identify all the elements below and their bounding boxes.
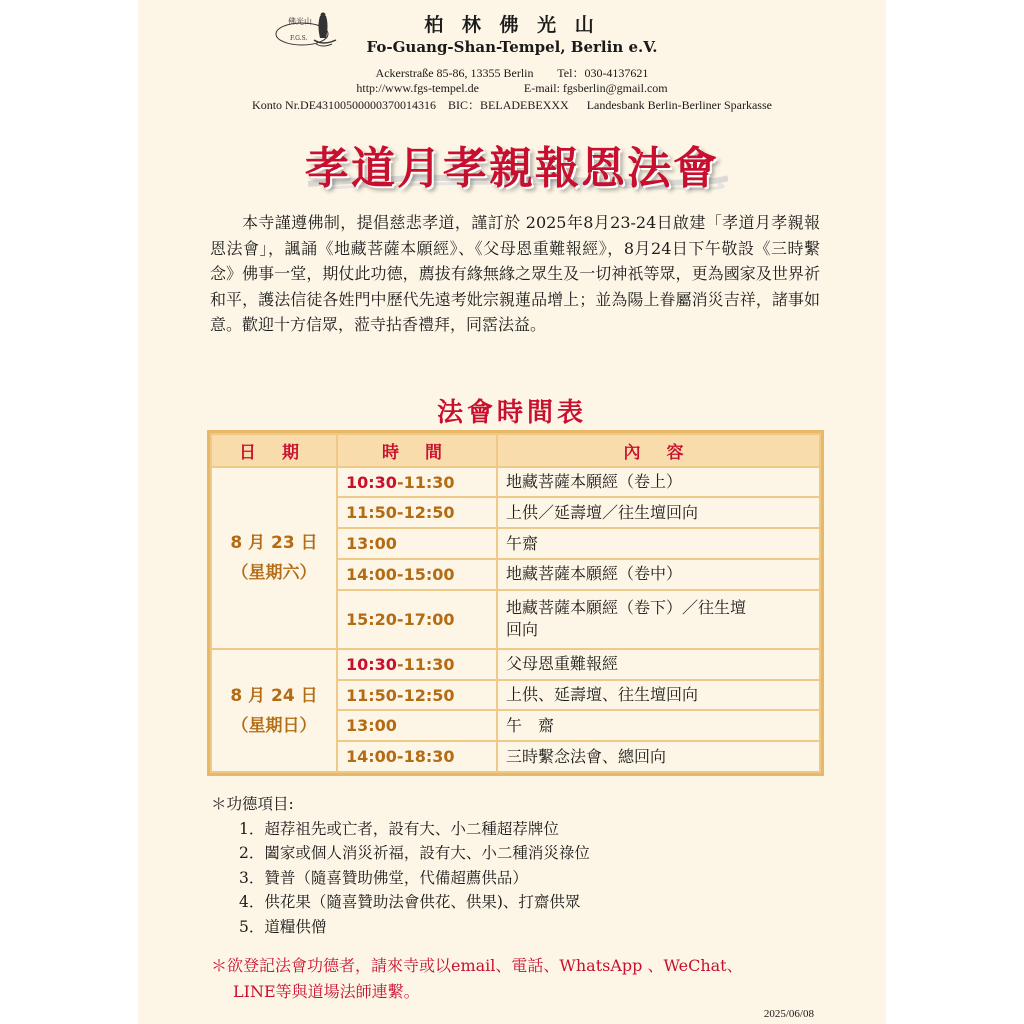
registration-note (211, 953, 851, 1005)
content-cell: 地藏菩薩本願經（卷下）／往生壇回向 (497, 590, 820, 649)
content-cell: 上供、延壽壇、往生壇回向 (497, 680, 820, 711)
note-line1: ＊欲登記法會功德者，請來寺或以email、電話、WhatsApp 、WeChat、 (211, 956, 743, 975)
day2-weekday: （星期日） (231, 715, 317, 736)
content-cell: 上供／延壽壇／往生壇回向 (497, 497, 820, 528)
bank-line: Konto Nr.DE43100500000370014316 BIC：BELADEBEXXX Landesbank Berlin-Berliner Sparkasse (252, 98, 772, 112)
merits-list (211, 792, 831, 939)
date-cell-day2 (211, 649, 337, 772)
time-cell: 11:50-12:50 (337, 497, 497, 528)
table-header-row (211, 434, 820, 467)
header-content: 內 容 (497, 434, 820, 467)
org-name-german: Fo-Guang-Shan-Tempel, Berlin e.V. (366, 38, 658, 56)
list-item: 2．闔家或個人消災祈福，設有大、小二種消災祿位 (239, 844, 590, 862)
intro-paragraph: 本寺謹遵佛制，提倡慈悲孝道，謹訂於 2025年8月23-24日啟建「孝道月孝親報恩法會」，諷誦《地藏菩薩本願經》、《父母恩重難報經》，8月24日下午敬設《三時繫念》佛事一堂，期仗此功德，薦拔有緣無緣之眾生及一切神祇等眾，更為國家及世界祈和平，護法信徒各姓門中歷代先遠考妣宗親蓮品增上；並為陽上眷屬消災吉祥，諸事如意。歡迎十方信眾，蒞寺拈香禮拜，同霑法益。 (210, 213, 820, 334)
flyer-page (138, 0, 886, 1024)
content-cell: 午 齋 (497, 710, 820, 741)
address-line: Ackerstraße 85-86, 13355 Berlin Tel：030-4137621 (375, 66, 649, 80)
note-line2: LINE等與道場法師連繫。 (233, 982, 420, 1001)
time-cell: 13:00 (337, 710, 497, 741)
day1-weekday: （星期六） (231, 562, 317, 583)
time-cell: 15:20-17:00 (337, 590, 497, 649)
web-email-line: http://www.fgs-tempel.de E-mail: fgsberlin@gmail.com (356, 81, 668, 95)
time-cell: 14:00-15:00 (337, 559, 497, 590)
list-item: 5．道糧供僧 (239, 917, 327, 936)
time-cell: 11:50-12:50 (337, 680, 497, 711)
schedule-table (207, 430, 824, 776)
content-cell: 三時繫念法會、總回向 (497, 741, 820, 772)
content-cell: 午齋 (497, 528, 820, 559)
date-cell-day1 (211, 467, 337, 649)
event-title: 孝道月孝親報恩法會 (305, 143, 719, 194)
org-name-chinese: 柏 林 佛 光 山 (424, 14, 600, 36)
time-cell: 10:30-11:30 (337, 649, 497, 680)
time-cell: 10:30-11:30 (337, 467, 497, 498)
table-row (211, 649, 820, 680)
merits-header: ＊功德項目: (211, 795, 294, 813)
table-row (211, 467, 820, 498)
content-cell: 地藏菩薩本願經（卷中） (497, 559, 820, 590)
list-item: 1．超荐祖先或亡者，設有大、小二種超荐牌位 (239, 819, 559, 838)
time-cell: 14:00-18:30 (337, 741, 497, 772)
list-item: 3．贊普（隨喜贊助佛堂，代備超薦供品） (239, 868, 528, 887)
content-cell: 地藏菩薩本願經（卷上） (497, 467, 820, 498)
content-cell: 父母恩重難報經 (497, 649, 820, 680)
day1-date: 8 月 23 日 (230, 532, 318, 553)
day2-date: 8 月 24 日 (230, 685, 318, 706)
header-date: 日 期 (211, 434, 337, 467)
schedule-title: 法會時間表 (436, 398, 587, 428)
list-item: 4．供花果（隨喜贊助法會供花、供果)、打齋供眾 (239, 893, 581, 911)
date-stamp: 2025/06/08 (763, 1008, 814, 1020)
time-cell: 13:00 (337, 528, 497, 559)
logo-text-bottom: F.G.S. (290, 35, 308, 42)
header-time: 時 間 (337, 434, 497, 467)
logo-text-top: 佛光山 (288, 17, 312, 26)
